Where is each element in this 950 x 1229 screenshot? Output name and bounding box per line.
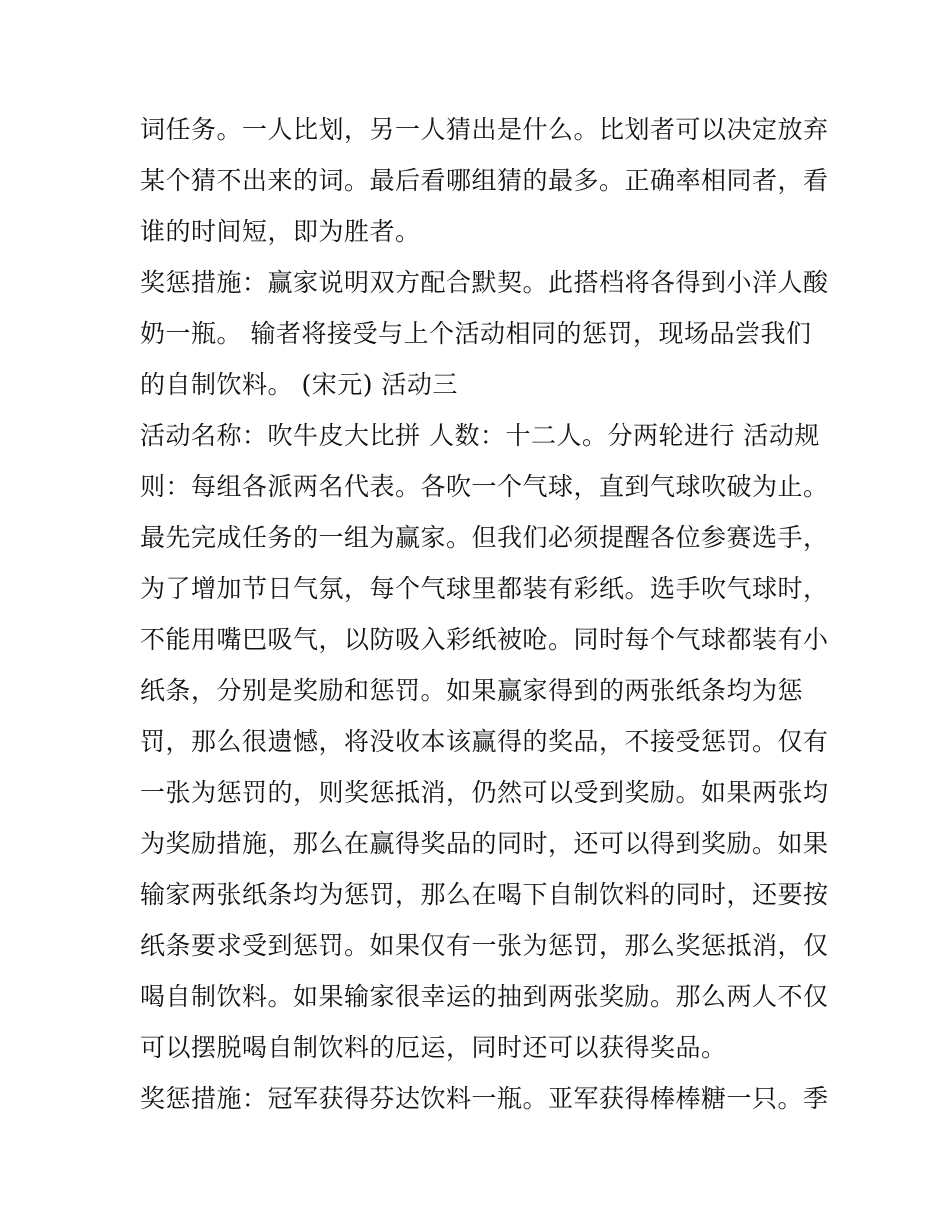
text-line: 不能用嘴巴吸气，以防吸入彩纸被呛。同时每个气球都装有小 bbox=[140, 625, 829, 654]
text-line: 喝自制饮料。如果输家很幸运的抽到两张奖励。那么两人不仅 bbox=[140, 982, 829, 1011]
text-line: 输家两张纸条均为惩罚，那么在喝下自制饮料的同时，还要按 bbox=[140, 880, 829, 909]
text-line: 奖惩措施：冠军获得芬达饮料一瓶。亚军获得棒棒糖一只。季 bbox=[140, 1084, 829, 1113]
text-line: 纸条，分别是奖励和惩罚。如果赢家得到的两张纸条均为惩 bbox=[140, 676, 804, 705]
text-line: 一张为惩罚的，则奖惩抵消，仍然可以受到奖励。如果两张均 bbox=[140, 778, 829, 807]
text-line: 罚，那么很遗憾，将没收本该赢得的奖品，不接受惩罚。仅有 bbox=[140, 727, 829, 756]
text-line: 为了增加节日气氛，每个气球里都装有彩纸。选手吹气球时， bbox=[140, 574, 829, 603]
text-line: 谁的时间短，即为胜者。 bbox=[140, 217, 421, 246]
text-line: 活动名称：吹牛皮大比拼 人数：十二人。分两轮进行 活动规 bbox=[140, 421, 820, 450]
text-line: 的自制饮料。 (宋元) 活动三 bbox=[140, 370, 458, 399]
text-line: 奶一瓶。 输者将接受与上个活动相同的惩罚，现场品尝我们 bbox=[140, 319, 812, 348]
document-body bbox=[140, 104, 829, 1124]
text-line: 则：每组各派两名代表。各吹一个气球，直到气球吹破为止。 bbox=[140, 472, 829, 501]
text-line: 词任务。一人比划，另一人猜出是什么。比划者可以决定放弃 bbox=[140, 115, 829, 144]
text-line: 为奖励措施，那么在赢得奖品的同时，还可以得到奖励。如果 bbox=[140, 829, 829, 858]
text-line: 纸条要求受到惩罚。如果仅有一张为惩罚，那么奖惩抵消，仅 bbox=[140, 931, 829, 960]
text-line: 奖惩措施：赢家说明双方配合默契。此搭档将各得到小洋人酸 bbox=[140, 268, 829, 297]
text-line: 可以摆脱喝自制饮料的厄运，同时还可以获得奖品。 bbox=[140, 1033, 727, 1062]
text-line: 某个猜不出来的词。最后看哪组猜的最多。正确率相同者，看 bbox=[140, 166, 829, 195]
text-line: 最先完成任务的一组为赢家。但我们必须提醒各位参赛选手， bbox=[140, 523, 829, 552]
